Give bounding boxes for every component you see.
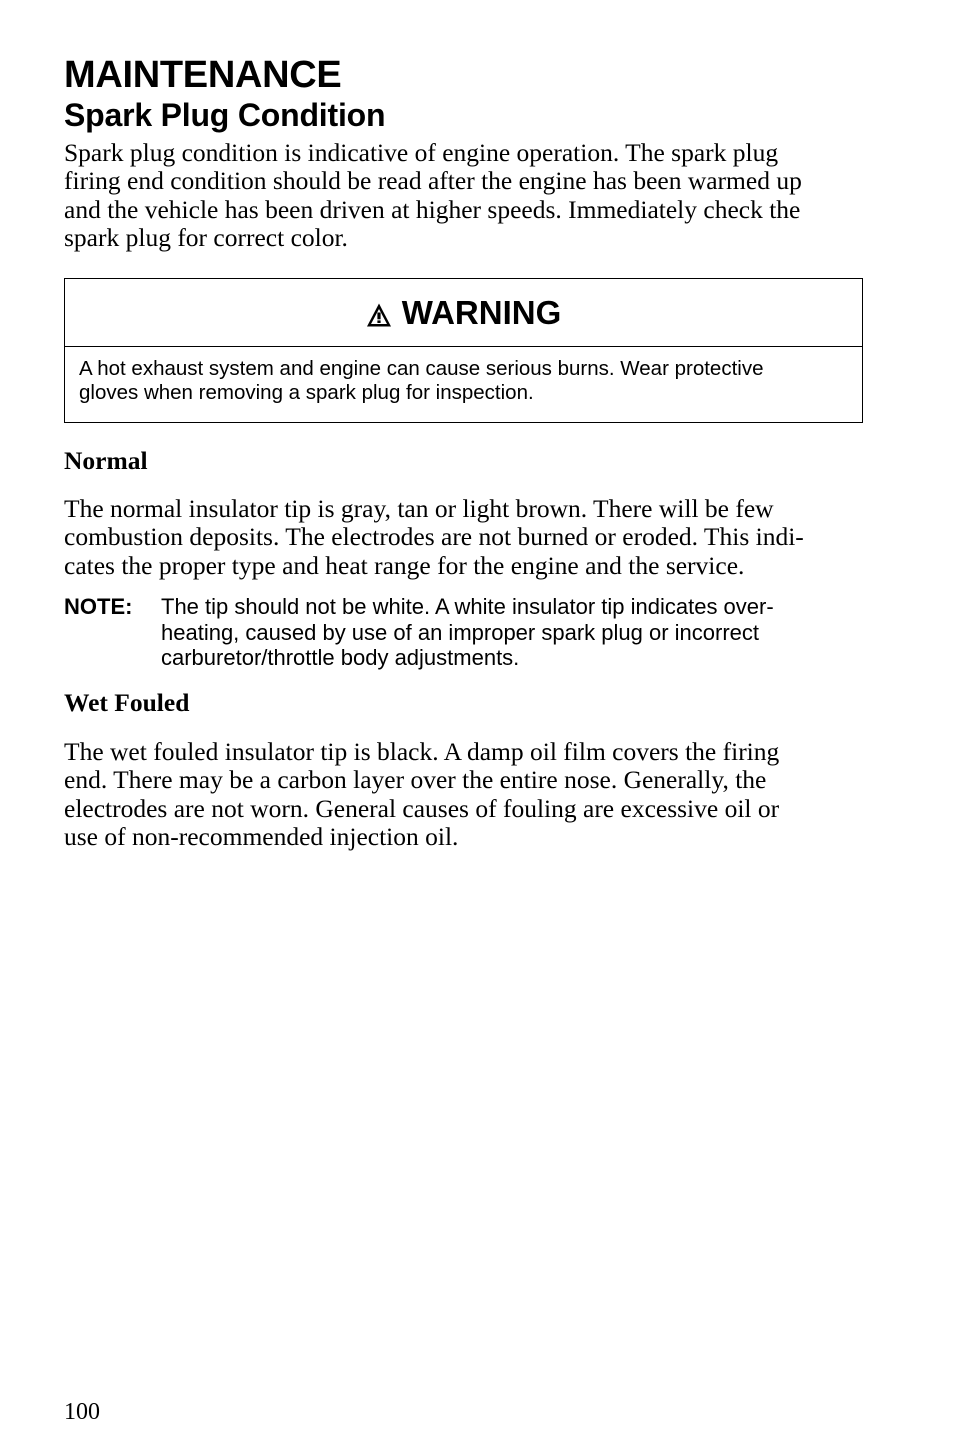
- warning-triangle-icon: [366, 302, 392, 328]
- wet-fouled-paragraph: [64, 738, 874, 851]
- note-line: The tip should not be white. A white insulator tip indicates over-: [161, 594, 774, 619]
- normal-paragraph: [64, 495, 874, 580]
- note-label: NOTE:: [64, 594, 133, 619]
- intro-line: firing end condition should be read after the engine has been warmed up: [64, 166, 802, 196]
- wet-fouled-heading: Wet Fouled: [64, 688, 190, 717]
- warning-line: gloves when removing a spark plug for inspection.: [79, 381, 534, 404]
- normal-line: cates the proper type and heat range for the engine and the service.: [64, 550, 745, 580]
- section-title: MAINTENANCE: [64, 54, 342, 96]
- intro-line: spark plug for correct color.: [64, 222, 348, 252]
- subsection-title: Spark Plug Condition: [64, 97, 386, 133]
- warning-text: [65, 347, 862, 405]
- intro-line: Spark plug condition is indicative of engine operation. The spark plug: [64, 138, 779, 167]
- warning-label: WARNING: [401, 293, 562, 331]
- intro-paragraph: [64, 139, 864, 252]
- wet-fouled-line: electrodes are not worn. General causes of fouling are excessive oil or: [64, 793, 780, 823]
- warning-header: [65, 279, 862, 347]
- note-line: heating, caused by use of an improper spark plug or incorrect: [161, 619, 759, 645]
- note-line: carburetor/throttle body adjustments.: [161, 645, 520, 670]
- intro-line: and the vehicle has been driven at higher speeds. Immediately check the: [64, 194, 801, 224]
- wet-fouled-line: end. There may be a carbon layer over the entire nose. Generally, the: [64, 765, 767, 795]
- page-number: 100: [64, 1399, 100, 1425]
- warning-line: A hot exhaust system and engine can cause serious burns. Wear protective: [79, 357, 764, 380]
- normal-line: The normal insulator tip is gray, tan or light brown. There will be few: [64, 494, 774, 523]
- normal-heading: Normal: [64, 446, 148, 475]
- warning-box: [64, 278, 863, 423]
- wet-fouled-line: use of non-recommended injection oil.: [64, 821, 459, 851]
- note-text: [161, 594, 871, 671]
- normal-line: combustion deposits. The electrodes are not burned or eroded. This indi-: [64, 522, 804, 552]
- wet-fouled-line: The wet fouled insulator tip is black. A damp oil film covers the firing: [64, 737, 780, 766]
